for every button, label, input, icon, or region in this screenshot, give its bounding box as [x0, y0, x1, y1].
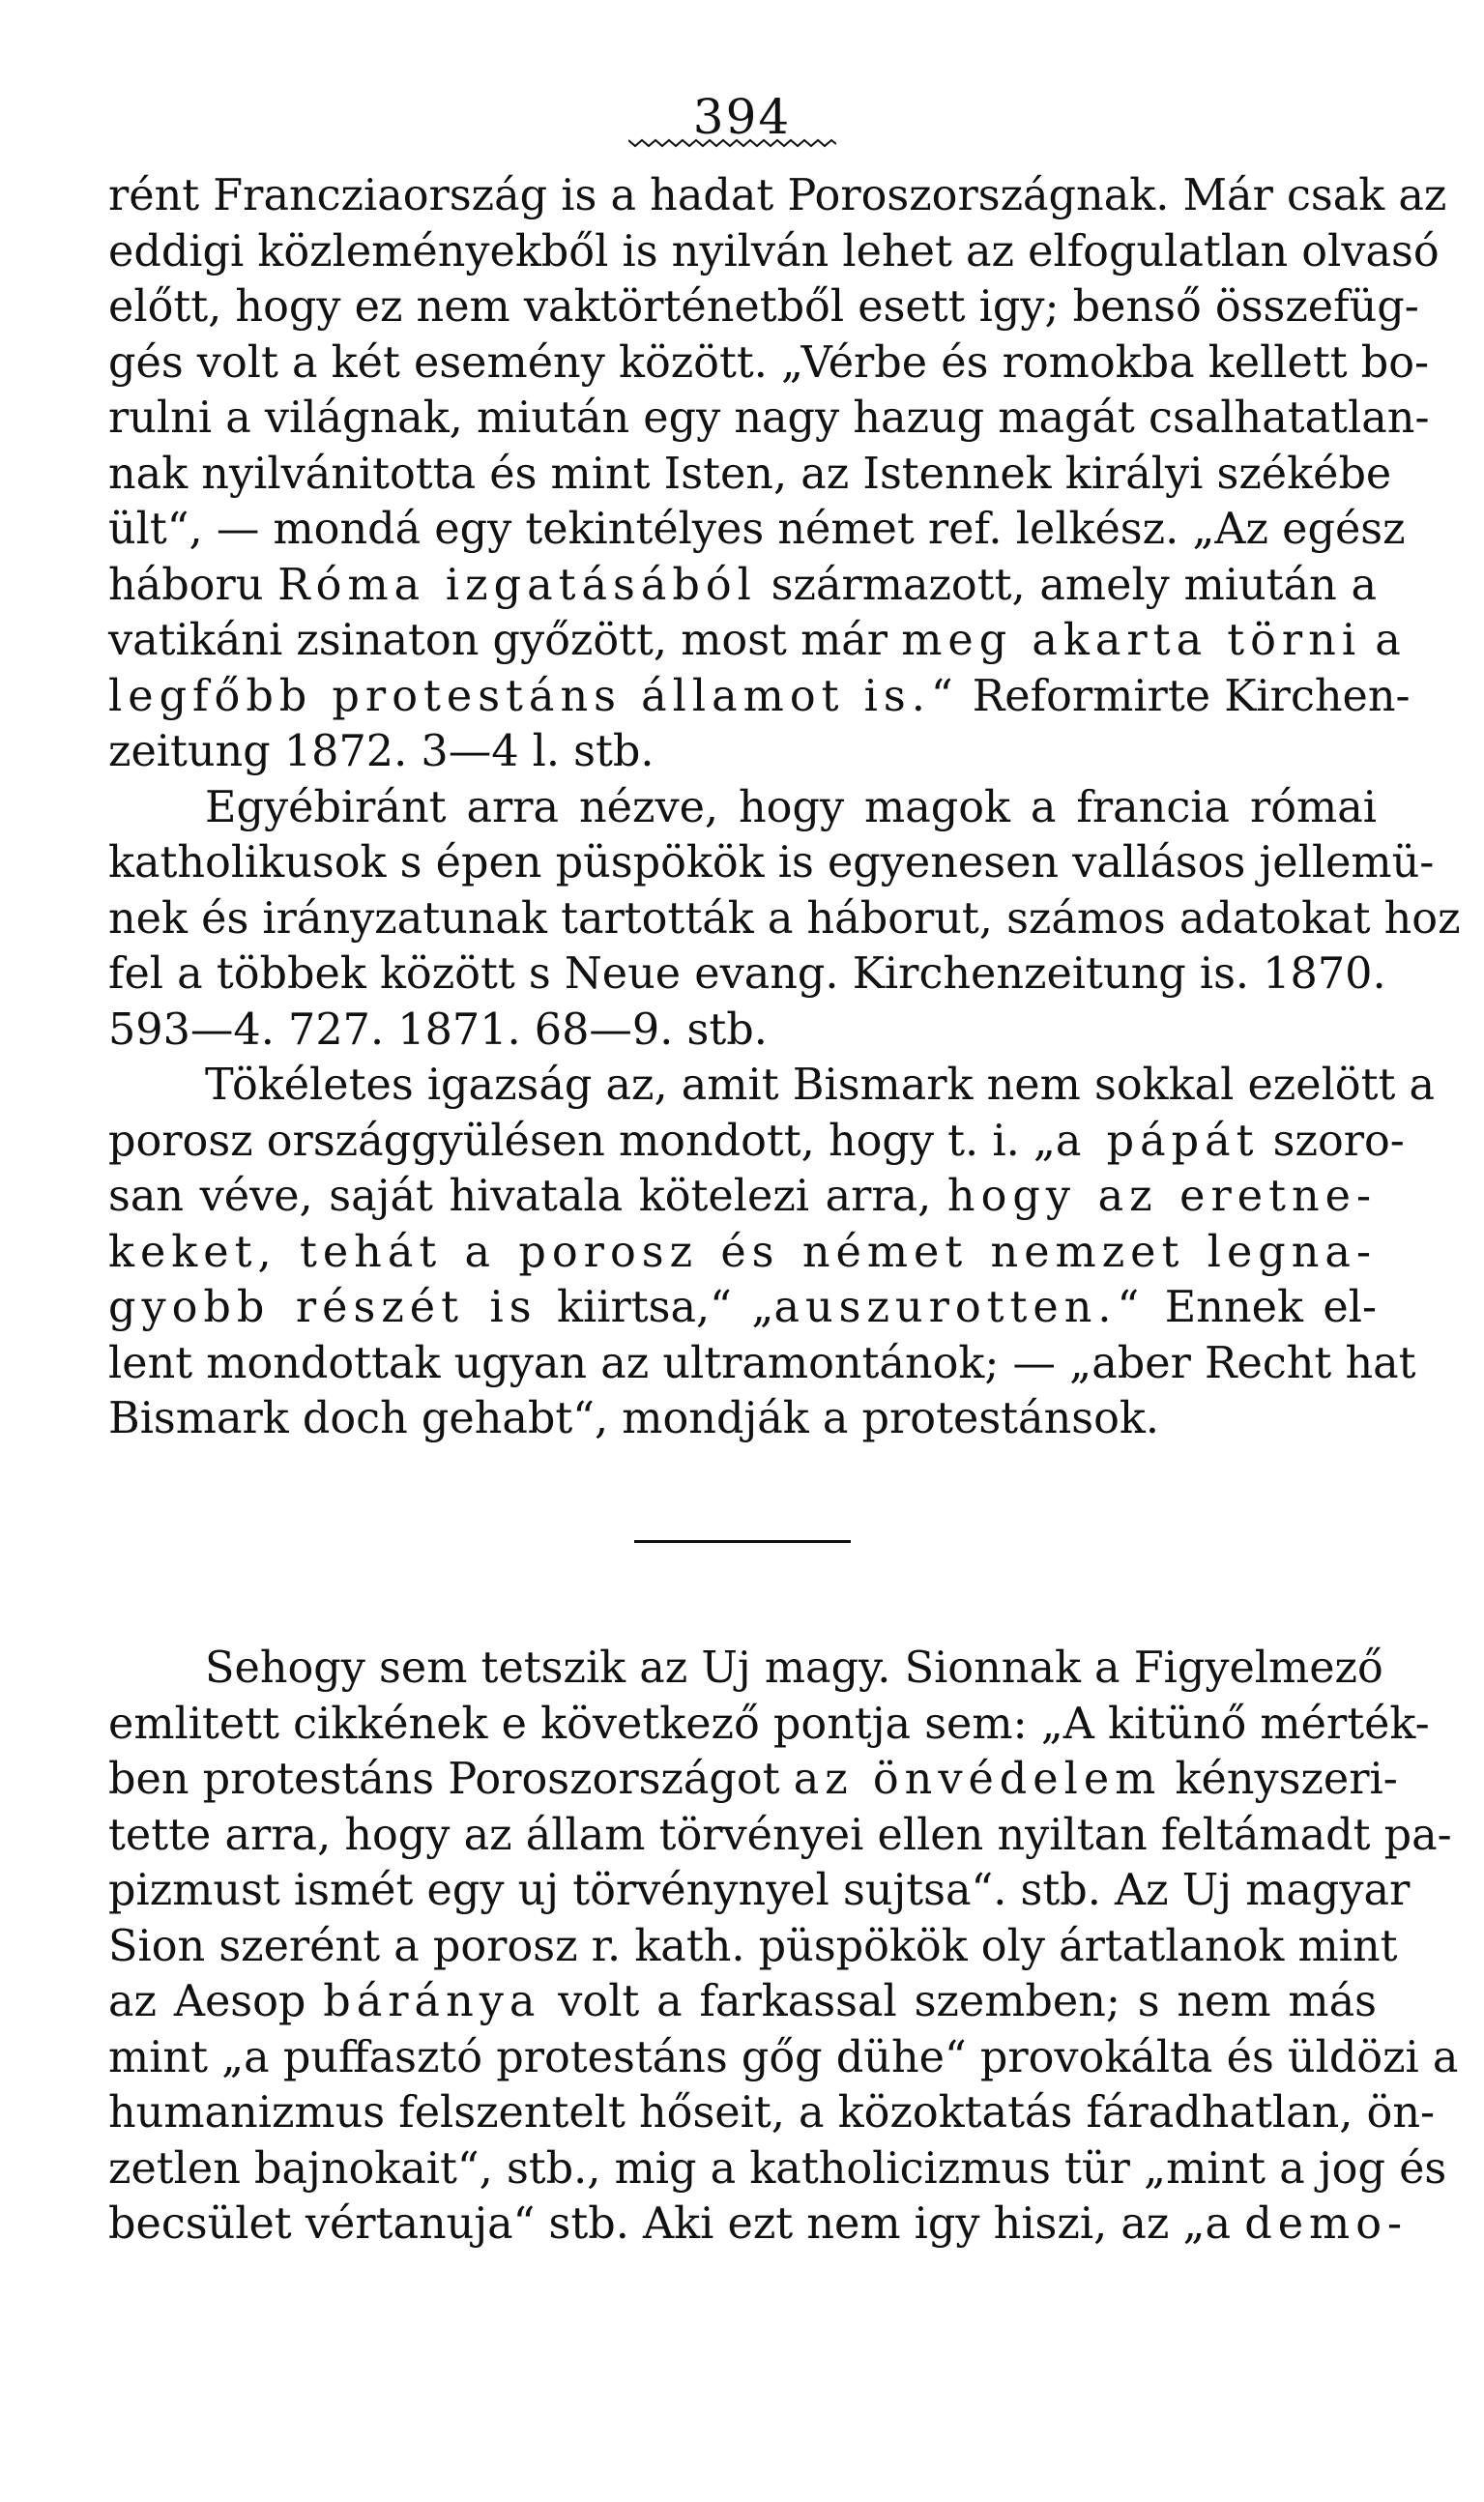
text-line: [108, 1169, 1377, 1225]
spaced-emphasis-text: legfőbb protestáns államot is.“: [108, 671, 959, 721]
text-segment: Reformirte Kirchen-: [958, 671, 1411, 721]
text-line: [108, 224, 1440, 280]
text-segment: kiirtsa,“ „: [537, 1283, 774, 1332]
spaced-emphasis-text: auszurotten.“: [773, 1283, 1146, 1332]
text-line: [108, 2085, 1436, 2141]
text-line: [108, 1697, 1430, 1753]
text-segment: fel a többek között s Neue evang. Kirchenzeitung is. 1870.: [108, 949, 1386, 999]
text-line: [108, 1225, 1377, 1281]
text-segment: gés volt a két esemény között. „Vérbe és romokba kellett bo-: [108, 337, 1430, 388]
text-line: [108, 2141, 1447, 2197]
text-segment: emlitett cikkének e következő pontja sem: „A kitünő mérték-: [108, 1699, 1430, 1749]
text-segment: rulni a világnak, miután egy nagy hazug magát csalhatatlan-: [108, 393, 1430, 443]
section-1-text: [108, 168, 1461, 1447]
text-segment: volt a farkassal szemben; s nem más: [540, 1977, 1377, 2026]
text-segment: ben protestáns Poroszországot: [108, 1755, 794, 1804]
text-segment: Bismark doch gehabt“, mondják a protestánsok.: [108, 1394, 1159, 1443]
text-line: [108, 1641, 1383, 1697]
text-line: [108, 1974, 1377, 2030]
text-segment: katholikusok s épen püspökök is egyenesen vallásos jellemü-: [108, 838, 1435, 887]
spaced-emphasis-text: az önvédelem: [793, 1755, 1162, 1804]
text-segment: Ennek el-: [1145, 1283, 1378, 1332]
text-segment: becsület vértanuja“ stb. Aki ezt nem igy hiszi, az „a: [108, 2199, 1245, 2249]
text-line: [108, 724, 1377, 780]
text-segment: pizmust ismét egy uj törvénynyel sujtsa“. stb. Az Uj magyar: [108, 1866, 1411, 1915]
spaced-emphasis-text: Róma izgatásából: [277, 560, 757, 610]
section-2-text: [108, 1641, 1459, 2253]
text-line: [108, 1058, 1436, 1114]
text-line: [108, 1752, 1398, 1808]
page-number-ornament: [628, 137, 836, 149]
text-segment: zeitung 1872. 3—4 l. stb.: [108, 727, 655, 776]
spaced-emphasis-text: demo-: [1244, 2199, 1409, 2249]
text-line: [108, 2030, 1459, 2086]
text-line: [108, 1863, 1411, 1919]
text-segment: háboru: [108, 560, 278, 610]
text-segment: Egyébiránt arra nézve, hogy magok a francia római: [205, 782, 1377, 832]
text-segment: Sion szerént a porosz r. kath. püspökök oly ártatlanok mint: [108, 1921, 1398, 1971]
text-line: [108, 2197, 1409, 2253]
spaced-emphasis-text: meg akarta törni: [901, 616, 1362, 665]
text-segment: származott, amely miután a: [756, 560, 1378, 610]
text-line: [108, 558, 1377, 614]
text-line: [108, 168, 1447, 224]
text-segment: a: [1361, 616, 1401, 665]
text-segment: nak nyilvánitotta és mint Isten, az Istennek királyi székébe: [108, 449, 1392, 499]
text-segment: rént Francziaország is a hadat Poroszországnak. Már csak az: [108, 171, 1447, 220]
text-line: [108, 669, 1411, 725]
text-line: [108, 1114, 1405, 1170]
spaced-emphasis-text: a pápát: [1055, 1116, 1260, 1166]
text-segment: 593—4. 727. 1871. 68—9. stb.: [108, 1004, 768, 1055]
text-segment: nek és irányzatunak tartották a háborut, számos adatokat hoz: [108, 893, 1461, 944]
text-segment: eddigi közleményekből is nyilván lehet az elfogulatlan olvasó: [108, 226, 1440, 276]
text-line: [108, 891, 1461, 947]
text-segment: vatikáni zsinaton győzött, most már: [108, 616, 902, 665]
section-divider-rule: [634, 1540, 851, 1543]
text-segment: az Aesop: [108, 1977, 324, 2026]
text-line: [108, 613, 1401, 669]
text-line: [108, 780, 1377, 836]
text-segment: szoro-: [1259, 1116, 1405, 1166]
text-line: [108, 279, 1419, 335]
text-segment: előtt, hogy ez nem vaktörténetből esett igy; benső összefüg-: [108, 282, 1419, 332]
text-line: [108, 1336, 1416, 1392]
text-segment: mint „a puffasztó protestáns gőg dühe“ provokálta és üldözi a: [108, 2032, 1459, 2082]
text-segment: tette arra, hogy az állam törvényei ellen nyiltan feltámadt pa-: [108, 1810, 1452, 1860]
spaced-emphasis-text: gyobb részét is: [108, 1283, 538, 1332]
text-segment: porosz országgyülésen mondott, hogy t. i. „: [108, 1116, 1056, 1166]
text-line: [108, 391, 1430, 447]
spaced-emphasis-text: hogy az eretne-: [946, 1172, 1377, 1221]
text-segment: ült“, — mondá egy tekintélyes német ref. lelkész. „Az egész: [108, 505, 1406, 554]
text-segment: Sehogy sem tetszik az Uj magy. Sionnak a Figyelmező: [205, 1644, 1383, 1693]
spaced-emphasis-text: keket, tehát a porosz és német nemzet legna-: [108, 1227, 1377, 1277]
text-line: [108, 502, 1406, 558]
text-line: [108, 335, 1430, 392]
text-segment: zetlen bajnokait“, stb., mig a katholicizmus tür „mint a jog és: [108, 2143, 1447, 2194]
text-segment: Tökéletes igazság az, amit Bismark nem sokkal ezelött a: [205, 1061, 1436, 1110]
text-segment: san véve, saját hivatala kötelezi arra,: [108, 1172, 947, 1221]
spaced-emphasis-text: báránya: [323, 1977, 541, 2026]
text-line: [108, 1003, 1377, 1059]
text-line: [108, 835, 1435, 891]
text-segment: lent mondottak ugyan az ultramontánok; — „aber Recht hat: [108, 1338, 1416, 1388]
text-line: [108, 447, 1392, 503]
text-line: [108, 946, 1386, 1003]
text-line: [108, 1391, 1377, 1447]
page-number: 394: [692, 89, 792, 145]
text-segment: humanizmus felszentelt hőseit, a közoktatás fáradhatlan, ön-: [108, 2088, 1436, 2138]
text-line: [108, 1280, 1377, 1336]
text-line: [108, 1808, 1452, 1864]
text-line: [108, 1919, 1398, 1975]
text-segment: kényszeri-: [1161, 1755, 1398, 1804]
